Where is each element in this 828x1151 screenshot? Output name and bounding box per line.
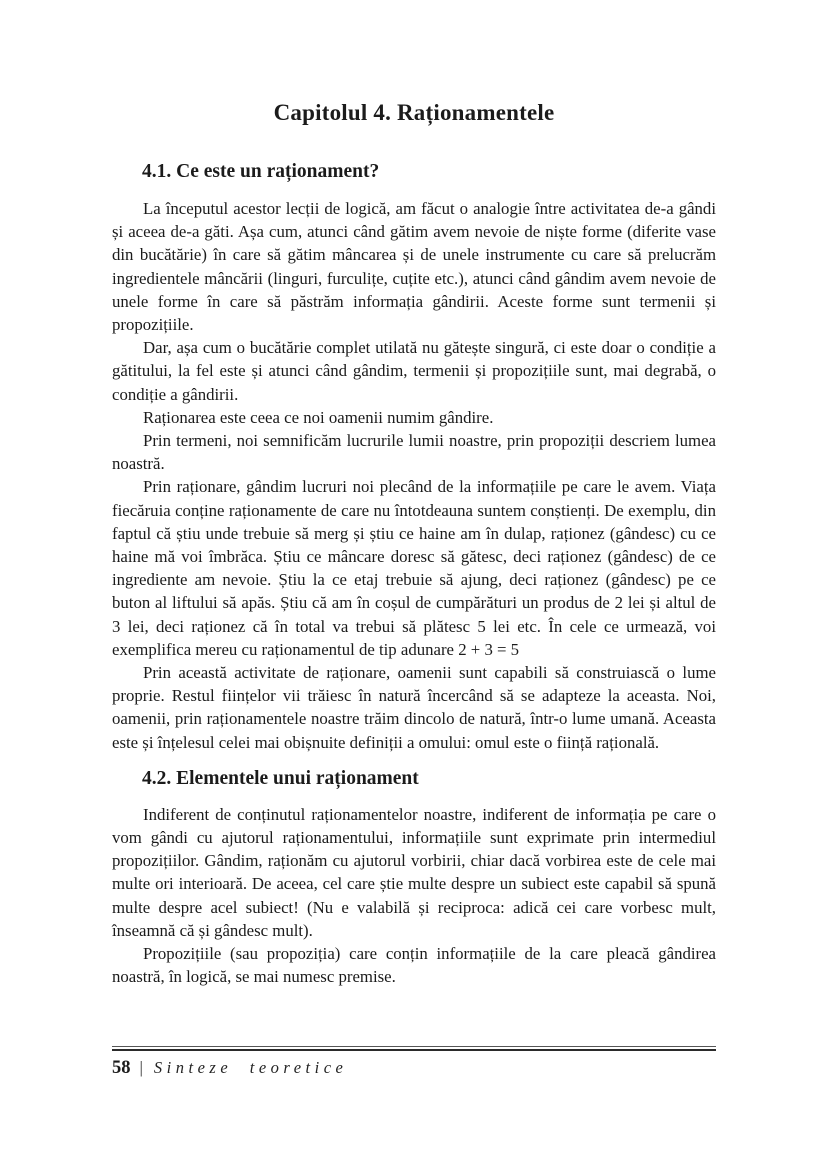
paragraph: Indiferent de conținutul raționamentelor noastre, indiferent de informația pe care o vom gândi cu ajutorul raționamentului, informațiile sunt exprimate prin intermediul propozițiilor. Gândim, raționăm cu ajutorul vorbirii, chiar dacă vorbirea este de cele mai multe ori interioară. De aceea, cel care știe multe despre un subiect este capabil să spună multe despre acel subiect! (Nu e valabilă și reciproca: adică cei care vorbesc mult, înseamnă că și gândesc mult). — [112, 804, 716, 940]
section-heading-4-1: 4.1. Ce este un raționament? — [142, 161, 380, 182]
paragraph: Dar, așa cum o bucătărie complet utilată nu gătește singură, ci este doar o condiție a gătitului, la fel este și atunci când gândim, termenii și propozițiile sunt, mai degrabă, o condiție a gândirii. — [112, 338, 716, 404]
footer-rule-top — [112, 1046, 716, 1047]
paragraph: Prin raționare, gândim lucruri noi plecând de la informațiile pe care le avem. Viața fiecăruia conține raționamente de care nu întotdeauna suntem conștienți. De exemplu, din faptul că știu unde trebuie să merg și știu ce haine am în dulap, raționez (gândesc) cu ce haine mă voi îmbrăca. Știu ce mâncare doresc să gătesc, deci raționez (gândesc) de ce ingrediente am nevoie. Știu la ce etaj trebuie să ajung, deci raționez (gândesc) pe ce buton al liftului să apăs. Știu că am în coșul de cumpărături un produs de 2 lei și altul de 3 lei, deci raționez că în total va trebui să plătesc 5 lei etc. În cele ce urmează, voi exemplifica mereu cu raționamentul de tip adunare 2 + 3 = 5 — [112, 477, 716, 659]
footer-separator: | — [139, 1058, 143, 1077]
paragraph: Raționarea este ceea ce noi oamenii numim gândire. — [143, 407, 494, 427]
paragraph: La începutul acestor lecții de logică, am făcut o analogie între activitatea de-a gândi și aceea de-a găti. Așa cum, atunci când gătim avem nevoie de niște forme (diferite vase din bucătărie) în care să gătim mâncarea și de unele instrumente cu care să prelucrăm ingredientele mâncării (linguri, furculițe, cuțite etc.), atunci când gândim avem nevoie de unele forme în care să păstrăm informația gândirii. Aceste forme sunt termenii și propozițiile. — [112, 199, 716, 335]
paragraph: Prin termeni, noi semnificăm lucrurile lumii noastre, prin propoziții descriem lumea noastră. — [112, 431, 716, 474]
paragraph: Prin această activitate de raționare, oamenii sunt capabili să construiască o lume proprie. Restul ființelor vii trăiesc în natură încercând să se adapteze la aceasta. Noi, oamenii, prin raționamentele noastre trăim dincolo de natură, într-o lume umană. Aceasta este și înțelesul celei mai obișnuite definiții a omului: omul este o ființă rațională. — [112, 663, 716, 752]
paragraph: Propozițiile (sau propoziția) care conțin informațiile de la care pleacă gândirea noastră, în logică, se mai numesc premise. — [112, 944, 716, 987]
page-number: 58 — [112, 1058, 131, 1078]
footer-row — [112, 1058, 716, 1079]
chapter-title: Capitolul 4. Raționamentele — [273, 100, 555, 125]
footer-rule-bottom — [112, 1049, 716, 1051]
series-title: Sinteze teoretice — [153, 1058, 348, 1077]
page-footer — [112, 1046, 716, 1079]
section-heading-4-2: 4.2. Elementele unui raționament — [142, 767, 419, 789]
